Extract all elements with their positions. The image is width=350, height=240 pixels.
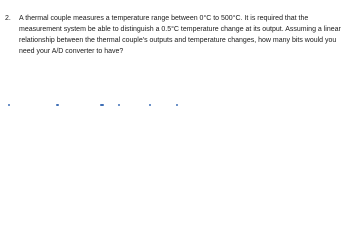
cutoff-fragment (8, 104, 10, 106)
cutoff-fragment (149, 104, 151, 106)
question-text: A thermal couple measures a temperature range between 0°C to 500°C. It is required that the measurement system be able to distinguish a 0.5°C temperature change at its output. Assuming a linear relationship between the thermal couple's outputs and temperature changes, how many bits would you need your A/D converter to have? (19, 15, 341, 55)
cutoff-fragment (118, 104, 120, 106)
cutoff-fragment (100, 104, 104, 106)
cutoff-next-line (0, 100, 350, 108)
cutoff-fragment (56, 104, 59, 106)
cutoff-fragment (176, 104, 178, 106)
question-2 (5, 13, 343, 57)
question-number: 2. (5, 15, 11, 22)
